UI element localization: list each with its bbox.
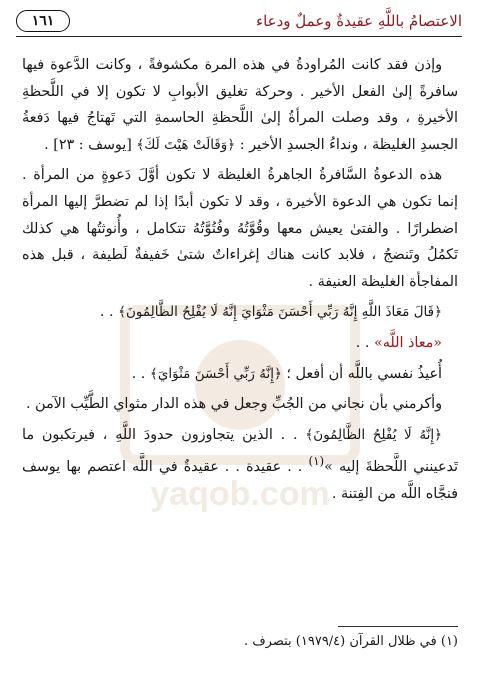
- paragraph-7: ﴿إِنَّهُ لَا يُفْلِحُ الظَّالِمُونَ﴾ . . الذين يتجاوزون حدودَ اللَّهِ ، فيرتكبون ما تَدعينني اللَّحظةَ إليه »$^{(١)}$ . . عقيدة . . عقيدةٌ في اللَّه اعتصم بها يوسف فنجَّاه اللَّه من الفِتنة .: [22, 426, 458, 502]
- paragraph-5: أُعيذُ نفسي باللَّه أن أفعل ؛ ﴿إِنَّهُ رَبِّي أَحْسَنَ مَثْوَايَ﴾ . .: [131, 365, 442, 382]
- main-text: [22, 52, 458, 511]
- running-title: الاعتصامُ باللَّهِ عقيدةٌ وعملٌ ودعاء: [256, 12, 462, 30]
- paragraph-1: وإذن فقد كانت المُراودةُ في هذه المرة مكشوفةً ، وكانت الدَّعوة فيها سافرةً إلىٰ الفعل الأخير . وحركة تغليق الأبوابِ لا تكون إلا في اللَّحظةِ الأخيرةِ ، وقد وصلت المرأةُ إلىٰ اللَّحظةِ الحاسمةِ التي تَهتاجُ فيها دَفعةُ الجسدِ الغليظة ، ونداءُ الجسدِ الأخير : ﴿وَقَالَتْ هَيْتَ لَكَ﴾ [يوسف : ٢٣] .: [22, 57, 458, 153]
- quran-verse: ﴿وَقَالَتْ هَيْتَ لَكَ﴾: [136, 136, 236, 153]
- page-number: ١٦١: [16, 10, 70, 32]
- paragraph-3: ﴿قَالَ مَعَاذَ اللَّهِ إِنَّهُ رَبِّي أَحْسَنَ مَثْوَايَ إِنَّهُ لَا يُفْلِحُ الظَّالِمُونَ﴾ . .: [99, 304, 442, 321]
- footnote-separator: [338, 626, 458, 627]
- quran-verse: ﴿إِنَّهُ رَبِّي أَحْسَنَ مَثْوَايَ﴾: [149, 365, 282, 382]
- watermark-text: yaqob.com: [150, 475, 330, 513]
- highlighted-quote: «معاذ اللَّه»: [373, 334, 442, 351]
- footnote-marker[interactable]: (١): [308, 454, 325, 469]
- paragraph-4: «معاذ اللَّه» . .: [355, 334, 442, 351]
- quran-verse: ﴿إِنَّهُ لَا يُفْلِحُ الظَّالِمُونَ﴾: [305, 426, 442, 443]
- paragraph-6: وأكرمني بأن نجاني من الجُبِّ وجعل في هذه الدار مثواي الطَّيِّب الآمن .: [25, 396, 442, 413]
- quran-verse: ﴿قَالَ مَعَاذَ اللَّهِ إِنَّهُ رَبِّي أَحْسَنَ مَثْوَايَ إِنَّهُ لَا يُفْلِحُ الظَّالِمُونَ﴾: [118, 304, 442, 321]
- page-header: [16, 6, 462, 37]
- footnote: (١) في ظلال القرآن (١٩٧٩/٤) بتصرف .: [243, 634, 458, 649]
- paragraph-2: هذه الدعوةُ السَّافرةُ الجاهرةُ الغليظة لا تكون أوَّلَ دَعوةٍ من المرأة . إنما تكون هي الدعوة الأخيرة ، وقد لا تكون أبدًا إذا لم تضطرَّ إليها المرأة اضطرارًا . والفتىٰ يعيش معها وقُوَّتُهُ وفُتُوَّتُهُ تتكامل ، وأُنوثتُها هي كذلك تَكمُلُ وتَنضجُ ، فلابد كانت هناك إغراءاتٌ شتىٰ خَفيفةٌ لَطيفة ، قبل هذه المفاجأة الغليظة العنيفة .: [22, 167, 458, 290]
